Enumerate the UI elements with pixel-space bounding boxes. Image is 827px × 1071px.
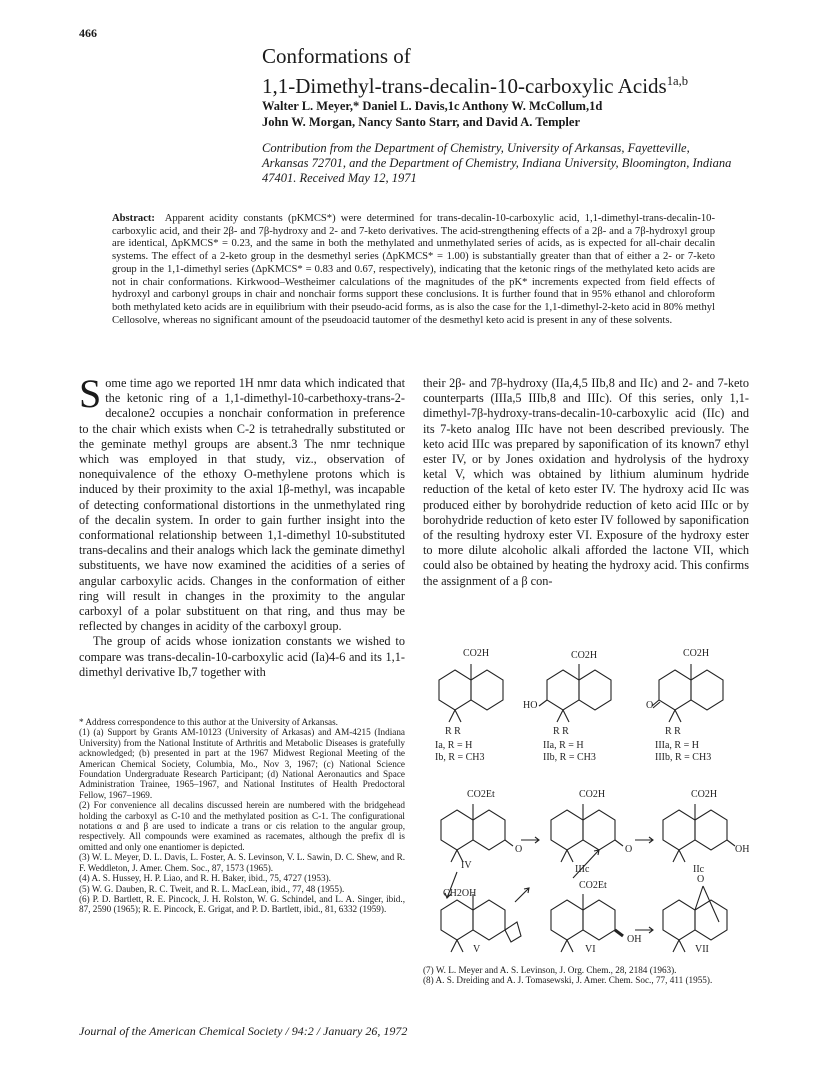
body-column-left: [79, 371, 405, 680]
label-co2et: CO2Et: [579, 880, 607, 891]
compound-label: IIIa, R = H: [655, 740, 699, 751]
label-ch2oh: CH2OH: [443, 888, 477, 899]
compound-label: VI: [585, 944, 596, 955]
title-line-1: Conformations of: [262, 44, 411, 68]
label-o: O: [625, 844, 633, 855]
compound-label: Ib, R = CH3: [435, 752, 485, 763]
decalin-structure: [663, 804, 735, 862]
decalin-structure: [539, 664, 611, 722]
decalin-structure: [439, 664, 503, 722]
paragraph-1: ome time ago we reported 1H nmr data which indicated that the ketonic ring of a 1,1-dimethyl-10-carbethoxy-trans-2-decalone2 occupies a nonchair conformation in preference to the chair which exists when C-2 is tetrahedrally substituted or the geminate methyl groups are absent.3 The nmr technique which was employed in that study, viz., observation of nonequivalence of the ethoxy O-methylene protons which is induced by their proximity to the axial 1β-methyl, was incapable of detecting conformational distortions in the unmethylated ring of the decalin system. In order to gain further insight into the conformational relationship between 1,1-dimethyl 10-substituted trans-decalins and their analogs which lack the geminate dimethyl substituents, we have now examined the acidities of a series of angular carboxylic acids. Changes in the conformation of either ring will result in changes in the proximity to the angular carboxyl of a polar substituent on that ring, and thus may be reflected by changes in acidity of the carboxyl group.: [79, 376, 405, 634]
label-co2h: CO2H: [691, 789, 718, 800]
abstract-label: Abstract:: [112, 213, 155, 224]
compound-label: Ia, R = H: [435, 740, 473, 751]
label-rr: R R: [665, 726, 681, 737]
authors-line-2: John W. Morgan, Nancy Santo Starr, and David A. Templer: [262, 115, 580, 129]
author-list: [262, 98, 732, 130]
footnotes-right: [423, 965, 749, 986]
label-oh: OH: [735, 844, 749, 855]
label-rr: R R: [553, 726, 569, 737]
compound-label: VII: [695, 944, 709, 955]
label-co2h: CO2H: [579, 789, 606, 800]
authors-line-1: Walter L. Meyer,* Daniel L. Davis,1c Anthony W. McCollum,1d: [262, 99, 603, 113]
drop-cap: S: [79, 371, 102, 416]
compound-label: IIa, R = H: [543, 740, 584, 751]
reaction-arrow: [635, 927, 653, 933]
label-co2h: CO2H: [463, 648, 490, 659]
decalin-structure: [551, 804, 623, 862]
paragraph-2: The group of acids whose ionization constants we wished to compare was trans-decalin-10-carboxylic acid (Ia)4-6 and its 1,1-dimethyl derivative Ib,7 together with: [79, 634, 405, 679]
paragraph-3: their 2β- and 7β-hydroxy (IIa,4,5 IIb,8 and IIc) and 2- and 7-keto counterparts (IIIa,5 IIIb,8 and IIIc). Of this series, only 1,1-dimethyl-7β-hydroxy-trans-decalin-10-carboxylic acid (IIc) and its 7-keto analog IIIc have not been described previously. The keto acid IIIc was prepared by saponification of its known7 ethyl ester IV, or by Jones oxidation and hydrolysis of the hydroxy ketal V, which was obtained by lithium aluminum hydride reduction of the ketal of keto ester IV. The hydroxy acid IIc was produced either by borohydride reduction of keto acid IIIc or by borohydride reduction of keto ester IV followed by saponification of the resulting hydroxy ester VI. Exposure of the hydroxy ester to more dilute alcoholic alkali afforded the lactone VII, which could also be obtained by heating the hydroxy acid. This confirms the assignment of a β con-: [423, 376, 749, 588]
title-line-2: 1,1-Dimethyl-trans-decalin-10-carboxylic Acids$^{1a,b}$: [262, 74, 689, 98]
abstract-text: Apparent acidity constants (pKMCS*) were determined for trans-decalin-10-carboxylic acid, 1,1-dimethyl-trans-decalin-10-carboxylic acid, and their 2β- and 7β-hydroxy and 2- and 7-keto derivatives. The acid-strengthening effects of a 2β- and a 7β-hydroxyl group are identical, ΔpKMCS* = 0.23, and the same in both the methylated and unmethylated series of acids, as is expected for all-chair decalin systems. The effect of a 2-keto group in the desmethyl series (ΔpKMCS* = 1.00) is substantially greater than that of either a 2- or 7-keto group in the 1,1-dimethyl series (ΔpKMCS* = 0.83 and 0.67, respectively), indicating that the ketonic rings of the methylated keto acids are not in chair conformations. Kirkwood–Westheimer calculations of the magnitudes of the pK* increments expected from field effects of hydroxyl and carbonyl groups in chair and nonchair forms support these conclusions. It is further found that in 95% ethanol and chloroform both methylated keto acids are in equilibrium with their pseudo-acid forms, as is also the case for the 1,1-dimethyl-2-keto acid in 80% methyl Cellosolve, whereas no significant amount of the pseudoacid tautomer of the desmethyl keto acid is present in any of these solvents.: [112, 213, 715, 326]
body-column-right: [423, 376, 749, 589]
compound-label: IIIb, R = CH3: [655, 752, 712, 763]
page-number: 466: [79, 26, 97, 40]
footnote: (3) W. L. Meyer, D. L. Davis, L. Foster, A. S. Levinson, V. L. Sawin, D. C. Shew, and R. F. Weddleton, J. Amer. Chem. Soc., 87, 1573 (1965).: [79, 852, 405, 873]
label-oh: OH: [627, 934, 642, 945]
journal-footer: Journal of the American Chemical Society / 94:2 / January 26, 1972: [79, 1024, 408, 1038]
label-co2h: CO2H: [571, 650, 598, 661]
footnote: (7) W. L. Meyer and A. S. Levinson, J. Org. Chem., 28, 2184 (1963).: [423, 965, 677, 975]
reaction-arrow: [515, 888, 529, 902]
label-o: O: [697, 874, 705, 885]
reaction-arrow: [635, 837, 653, 843]
decalin-structure: [652, 664, 723, 722]
compound-label: IIb, R = CH3: [543, 752, 596, 763]
structure-scheme: [423, 640, 749, 955]
label-co2et: CO2Et: [467, 789, 495, 800]
decalin-structure: [663, 886, 727, 952]
label-co2h: CO2H: [683, 648, 710, 659]
compound-label: IV: [461, 860, 472, 871]
compound-label: IIIc: [575, 864, 590, 875]
article-title: [262, 44, 688, 99]
label-o: O: [646, 700, 654, 711]
footnote: (2) For convenience all decalins discussed herein are numbered with the bridgehead holding the carboxyl as C-10 and the methylated position as C-1. The configurational notations α and β are used to indicate a trans or cis relation to the angular group, respectively. All compounds were examined as racemates, although the prefix dl is omitted and only one enantiomer is depicted.: [79, 800, 405, 852]
compound-label: IIc: [693, 864, 705, 875]
abstract: [112, 213, 715, 327]
label-o: O: [515, 844, 523, 855]
footnote: (5) W. G. Dauben, R. C. Tweit, and R. L. MacLean, ibid., 77, 48 (1955).: [79, 883, 345, 894]
footnote: (6) P. D. Bartlett, R. E. Pincock, J. H. Rolston, W. G. Schindel, and L. A. Singer, ibid., 87, 2590 (1965); R. E. Pincock, E. Grigat, and P. D. Bartlett, ibid., 81, 6332 (1959).: [79, 893, 405, 915]
label-ho: HO: [523, 700, 538, 711]
compound-label: V: [473, 944, 481, 955]
footnote: * Address correspondence to this author at the University of Arkansas.: [79, 717, 338, 727]
decalin-structure: [441, 804, 513, 862]
footnote: (4) A. S. Hussey, H. P. Liao, and R. H. Baker, ibid., 75, 4727 (1953).: [79, 873, 331, 884]
label-rr: R R: [445, 726, 461, 737]
decalin-structure: [441, 894, 521, 952]
affiliation: Contribution from the Department of Chemistry, University of Arkansas, Fayetteville, Arkansas 72701, and the Department of Chemistry, Indiana University, Bloomington, Indiana 47401. Received May 12, 1971: [262, 141, 732, 185]
footnote: (1) (a) Support by Grants AM-10123 (University of Arkasas) and AM-4215 (Indiana University) from the National Institute of Arthritis and Metabolic Diseases is gratefully acknowledged; (b) presented in part at the 1967 Midwest Regional Meeting of the American Chemical Society, Columbia, Mo., Nov 3, 1967; (c) National Science Foundation Undergraduate Research Participant; (d) National Aeronautics and Space Administration Trainee, 1965–1967, and National Institutes of Health Predoctoral Fellow, 1967–1969.: [79, 727, 405, 800]
footnotes-left: [79, 717, 405, 915]
footnote: (8) A. S. Dreiding and A. J. Tomasewski, J. Amer. Chem. Soc., 77, 411 (1955).: [423, 975, 713, 986]
reaction-arrow: [521, 837, 539, 843]
